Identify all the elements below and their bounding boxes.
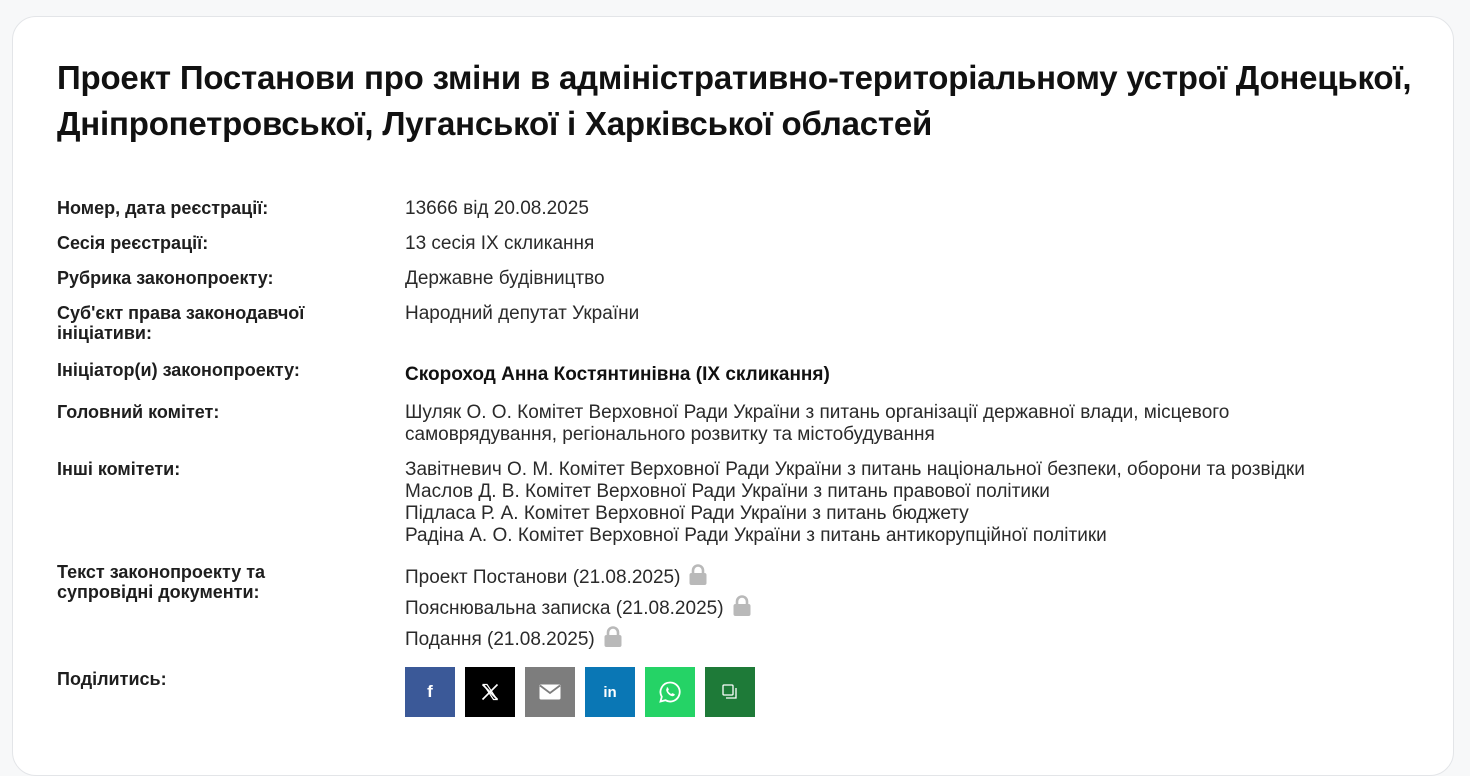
linkedin-icon: in <box>603 683 617 701</box>
whatsapp-icon <box>658 680 682 704</box>
share-label: Поділитись: <box>57 669 167 689</box>
share-whatsapp-button[interactable] <box>645 667 695 717</box>
facebook-icon: f <box>427 682 433 701</box>
share-x-button[interactable] <box>465 667 515 717</box>
document-label: Подання (21.08.2025) <box>405 629 595 650</box>
main-committee-value: Шуляк О. О. Комітет Верховної Ради України з питань організації державної влади, місцевого самоврядування, регіонального розвитку та містобудування <box>405 402 1230 445</box>
share-email-button[interactable] <box>525 667 575 717</box>
session-label: Сесія реєстрації: <box>57 233 209 253</box>
documents-list <box>405 564 1405 657</box>
list-item: Підласа Р. А. Комітет Верховної Ради України з питань бюджету <box>405 503 969 524</box>
lock-icon <box>688 564 708 586</box>
share-facebook-button[interactable] <box>405 667 455 717</box>
email-icon <box>539 684 561 700</box>
other-committees-list <box>405 459 1405 547</box>
document-link[interactable] <box>405 626 1405 657</box>
subject-label: Суб'єкт права законодавчої ініціативи: <box>57 303 305 343</box>
list-item: Радіна А. О. Комітет Верховної Ради України з питань антикорупційної політики <box>405 525 1107 546</box>
initiator-link[interactable]: Скороход Анна Костянтинівна (IX скликання) <box>405 364 830 385</box>
document-label: Проект Постанови (21.08.2025) <box>405 567 681 588</box>
share-linkedin-button[interactable] <box>585 667 635 717</box>
main-committee-label: Головний комітет: <box>57 402 220 422</box>
subject-value: Народний депутат України <box>405 303 640 324</box>
documents-label: Текст законопроекту та супровідні документи: <box>57 562 266 602</box>
registration-label: Номер, дата реєстрації: <box>57 198 269 218</box>
share-copy-button[interactable] <box>705 667 755 717</box>
registration-value: 13666 від 20.08.2025 <box>405 198 589 219</box>
list-item: Завітневич О. М. Комітет Верховної Ради України з питань національної безпеки, оборони та розвідки <box>405 459 1305 480</box>
list-item: Маслов Д. В. Комітет Верховної Ради України з питань правової політики <box>405 481 1050 502</box>
document-link[interactable] <box>405 564 1405 595</box>
document-link[interactable] <box>405 595 1405 626</box>
session-value: 13 сесія IX скликання <box>405 233 595 254</box>
share-buttons <box>405 667 755 717</box>
copy-icon <box>721 683 739 701</box>
rubric-label: Рубрика законопроекту: <box>57 268 274 288</box>
bill-card <box>12 16 1454 776</box>
initiator-label: Ініціатор(и) законопроекту: <box>57 360 300 380</box>
lock-icon <box>603 626 623 648</box>
document-label: Пояснювальна записка (21.08.2025) <box>405 598 724 619</box>
x-icon <box>481 683 499 701</box>
page-title: Проект Постанови про зміни в адміністративно-територіальному устрої Донецької, Дніпропетровської, Луганської і Харківської областей <box>57 59 1412 142</box>
other-committees-label: Інші комітети: <box>57 459 181 479</box>
lock-icon <box>732 595 752 617</box>
rubric-value: Державне будівництво <box>405 268 605 289</box>
